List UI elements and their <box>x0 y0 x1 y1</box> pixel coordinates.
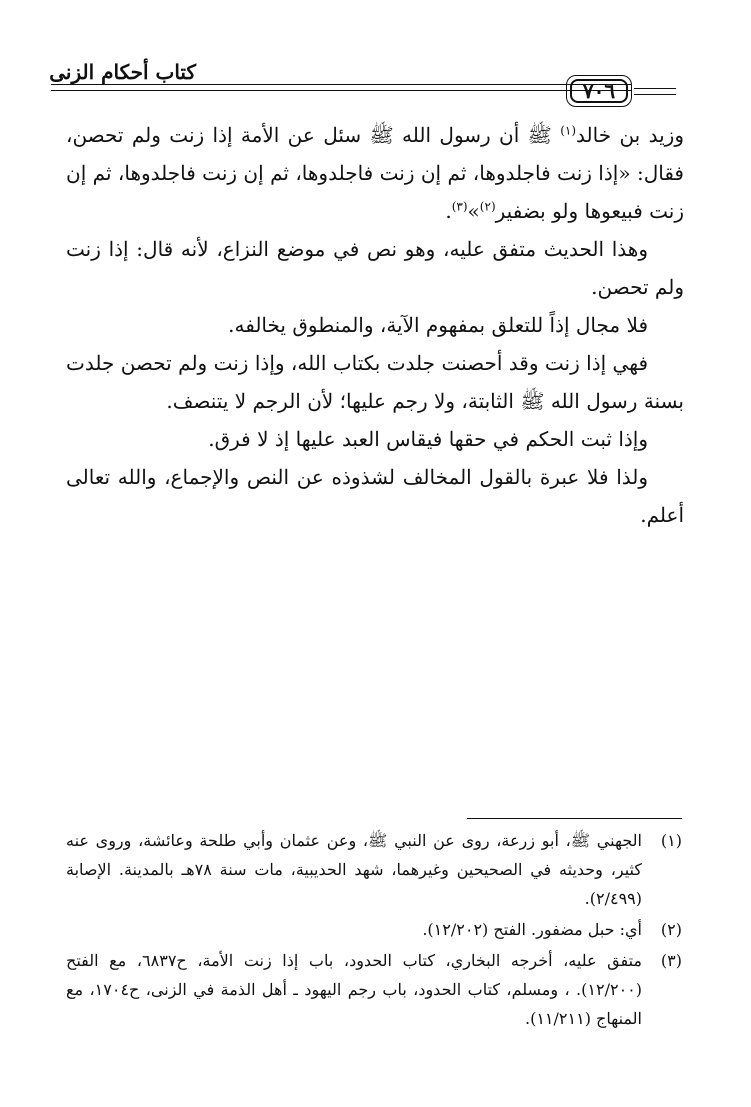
footnote-number: (٣) <box>660 951 682 970</box>
quote-close: » <box>467 199 480 223</box>
footnote-item <box>66 915 682 944</box>
paragraph-conclusion: ولذا فلا عبرة بالقول المخالف لشذوذه عن النص والإجماع، والله تعالى أعلم. <box>66 465 684 527</box>
paragraph-hadith <box>66 116 684 230</box>
footnote-marker-2: (٢) <box>479 199 496 214</box>
footnote-text: أي: حبل مضفور. الفتح (١٢/٢٠٢). <box>422 920 642 939</box>
header-double-rule <box>51 84 631 91</box>
header-right-rule <box>634 88 676 95</box>
paragraph-no-room: فلا مجال إذاً للتعلق بمفهوم الآية، والمنطوق يخالفه. <box>228 313 648 337</box>
footnote-item <box>66 946 682 1033</box>
footnote-marker-3: (٣) <box>451 199 468 214</box>
footnote-number: (٢) <box>660 920 682 939</box>
running-head-title: كتاب أحكام الزنى <box>49 60 196 84</box>
main-text <box>66 116 684 534</box>
footnote-separator <box>467 818 682 819</box>
paragraph-analogy: وإذا ثبت الحكم في حقها فيقاس العبد عليها إذ لا فرق. <box>208 427 648 451</box>
paragraph-text: وزيد بن خالد <box>576 123 684 147</box>
footnote-number: (١) <box>660 831 682 850</box>
paragraph-text: ﷺ أن رسول الله ﷺ سئل عن الأمة إذا زنت ولم تحصن، فقال: «إذا زنت فاجلدوها، ثم إن زنت فاجلدوها، ثم إن زنت فاجلدوها، ثم إن زنت فبيعوها ولو بضفير <box>66 123 684 223</box>
page-number-frame <box>566 75 632 107</box>
paragraph-ruling: فهي إذا زنت وقد أحصنت جلدت بكتاب الله، وإذا زنت ولم تحصن جلدت بسنة رسول الله ﷺ الثابتة، ولا رجم عليها؛ لأن الرجم لا يتنصف. <box>66 351 684 413</box>
footnote-marker-1: (١) <box>560 123 577 138</box>
page-number: ٧٠٦ <box>570 79 628 103</box>
footnote-item <box>66 826 682 913</box>
paragraph-end: . <box>445 199 452 223</box>
footnotes <box>66 826 682 1035</box>
footnote-text: متفق عليه، أخرجه البخاري، كتاب الحدود، باب إذا زنت الأمة، ح٦٨٣٧، مع الفتح (١٢/٢٠٠). ، ومسلم، كتاب الحدود، باب رجم اليهود ـ أهل الذمة في الزنى، ح١٧٠٤، مع المنهاج (١١/٢١١). <box>66 951 642 1028</box>
paragraph-agreement: وهذا الحديث متفق عليه، وهو نص في موضع النزاع، لأنه قال: إذا زنت ولم تحصن. <box>66 237 684 299</box>
footnote-text: الجهني ﷺ، أبو زرعة، روى عن النبي ﷺ، وعن عثمان وأبي طلحة وعائشة، وروى عنه كثير، وحديثه في الصحيحين وغيرهما، شهد الحديبية، مات سنة ٧٨هـ بالمدينة. الإصابة (٢/٤٩٩). <box>66 831 643 908</box>
